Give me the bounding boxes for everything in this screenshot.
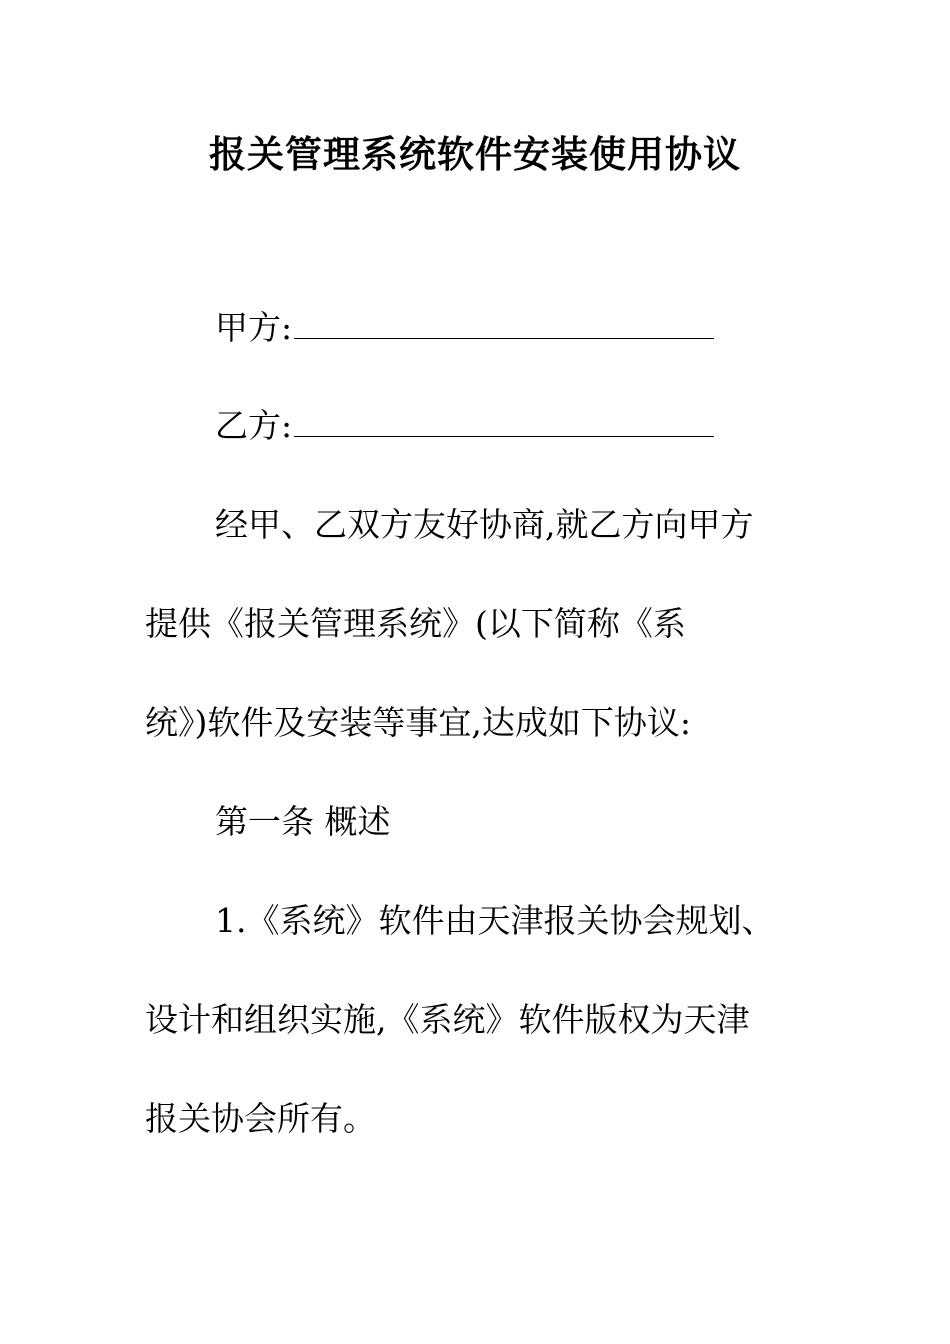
intro-line-2: 提供《报关管理系统》(以下简称《系 [145, 604, 686, 643]
document-title: 报关管理系统软件安装使用协议 [209, 132, 741, 176]
clause-1-line-2: 设计和组织实施,《系统》软件版权为天津 [145, 1000, 750, 1039]
clause-1-line-1: 1.《系统》软件由天津报关协会规划、 [215, 901, 775, 940]
party-b-blank [294, 406, 714, 437]
party-b-label: 乙方: [215, 406, 293, 445]
intro-line-1: 经甲、乙双方友好协商,就乙方向甲方 [215, 505, 754, 544]
intro-line-3: 统》)软件及安装等事宜,达成如下协议: [145, 703, 691, 742]
party-a-line [215, 305, 714, 351]
clause-1-line-3: 报关协会所有。 [145, 1099, 376, 1138]
article-1-heading: 第一条 概述 [215, 802, 391, 841]
party-a-label: 甲方: [215, 308, 293, 347]
party-b-line [215, 403, 714, 449]
party-a-blank [294, 308, 714, 339]
